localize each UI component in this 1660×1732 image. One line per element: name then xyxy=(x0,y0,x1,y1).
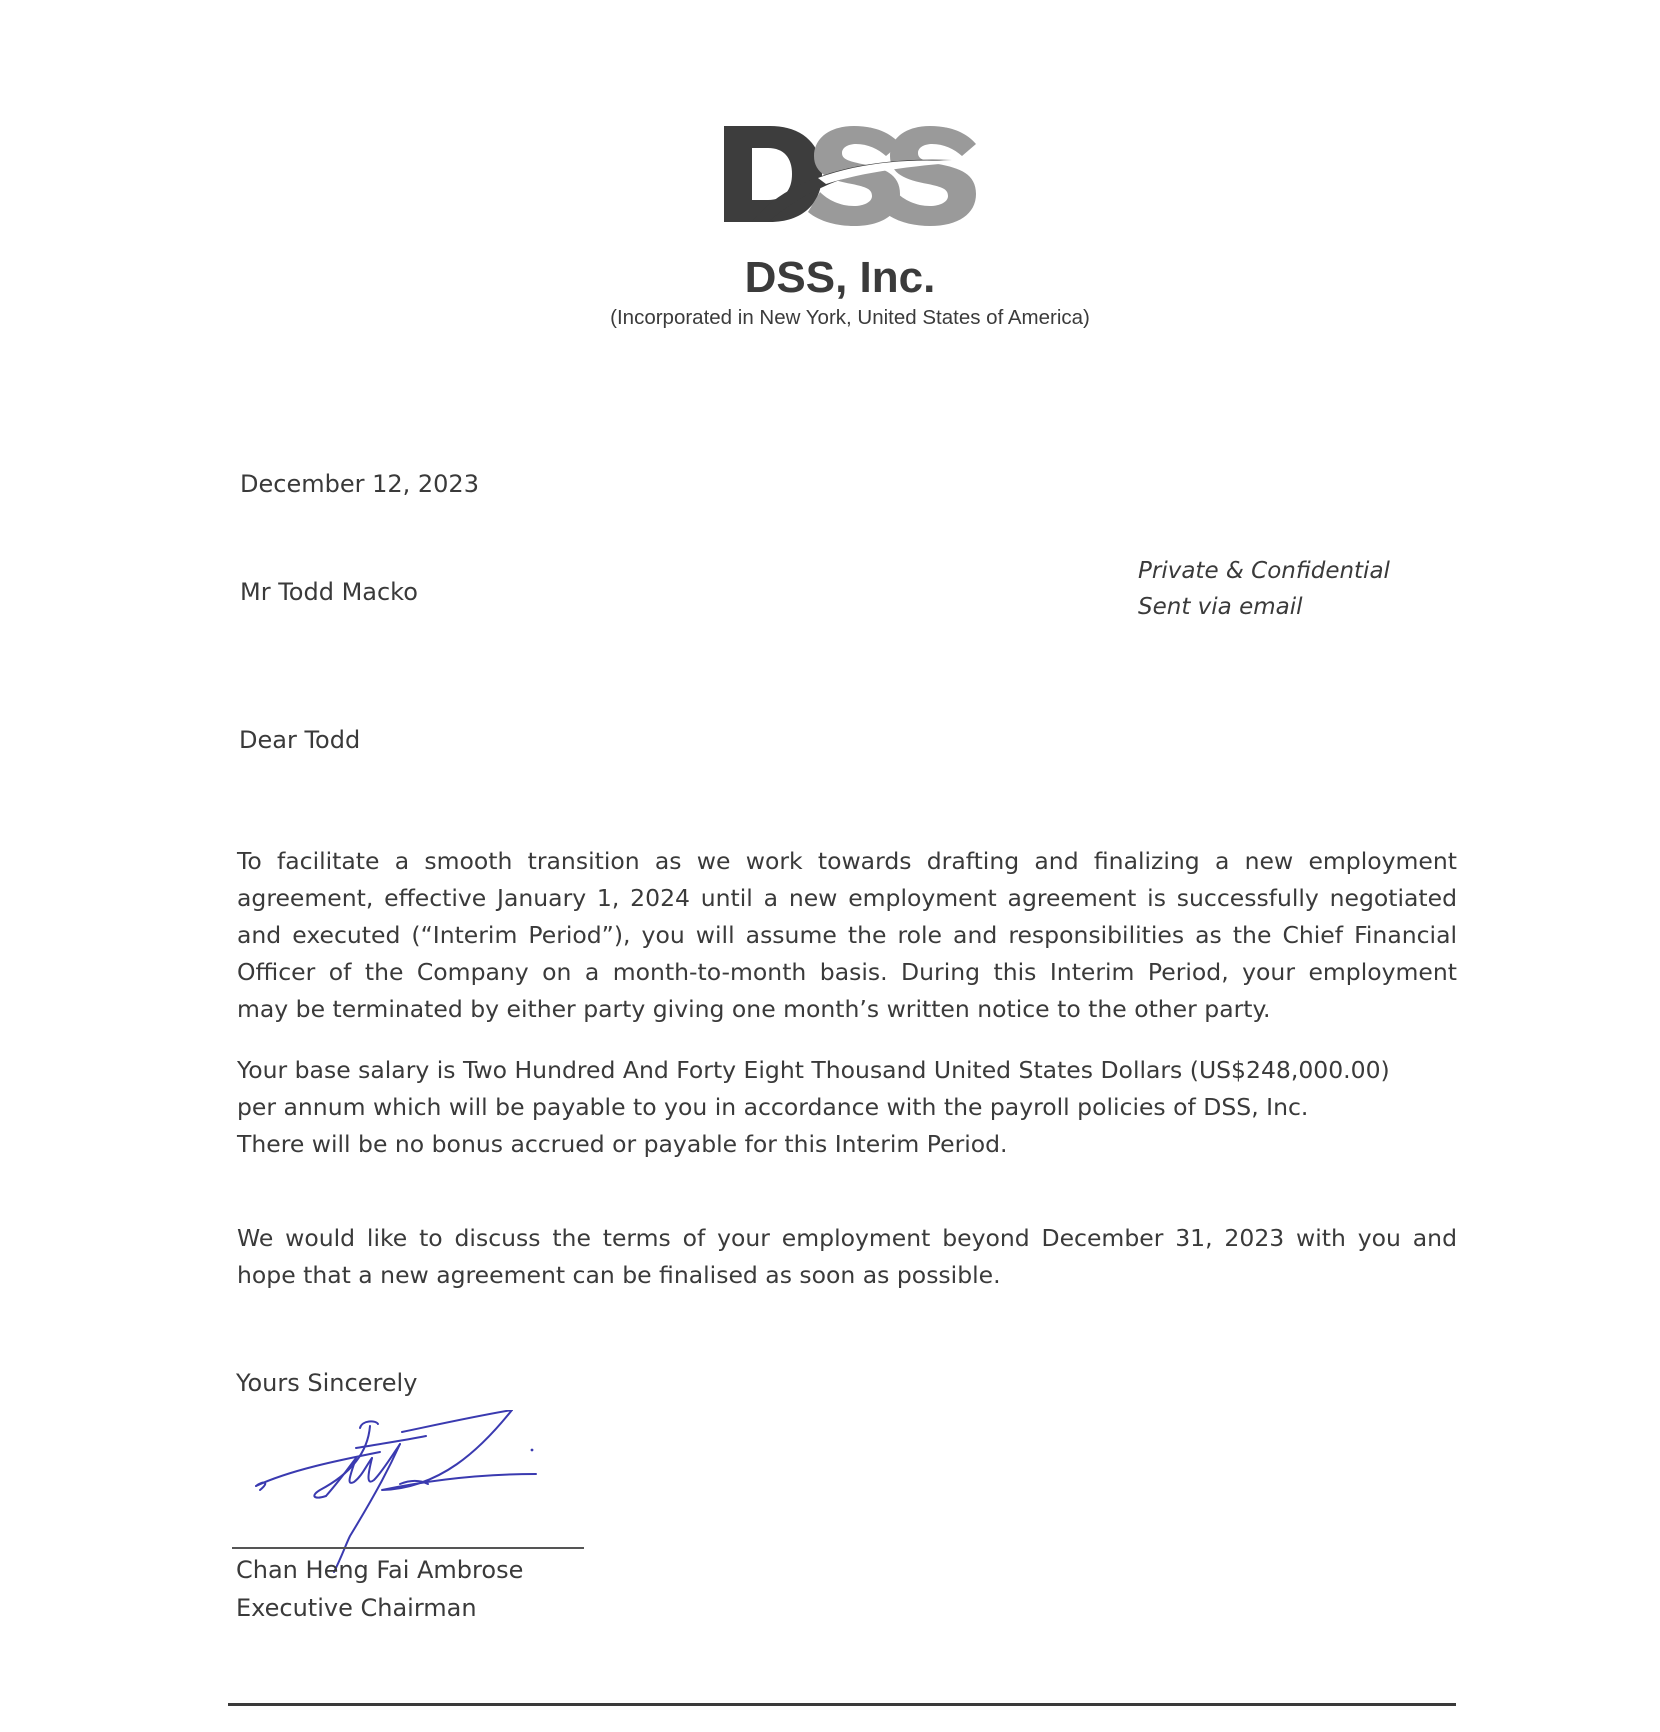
paragraph-line: and executed (“Interim Period”), you will assume the role and responsibilities as the Chief Financial xyxy=(237,921,1457,949)
salutation: Dear Todd xyxy=(239,726,361,754)
paragraph-line: Officer of the Company on a month-to-month basis. During this Interim Period, your employment xyxy=(237,958,1457,986)
paragraph-future-terms xyxy=(237,1220,1457,1294)
handwritten-signature xyxy=(250,1410,550,1580)
paragraph-line: per annum which will be payable to you in accordance with the payroll policies of DSS, Inc. xyxy=(237,1093,1309,1121)
paragraph-line: We would like to discuss the terms of your employment beyond December 31, 2023 with you and xyxy=(237,1224,1457,1252)
confidentiality-notice xyxy=(1138,553,1390,625)
paragraph-line: agreement, effective January 1, 2024 until a new employment agreement is successfully negotiated xyxy=(237,884,1457,912)
paragraph-interim-role xyxy=(237,843,1457,1028)
paragraph-line: There will be no bonus accrued or payable for this Interim Period. xyxy=(237,1130,1008,1158)
signatory-title: Executive Chairman xyxy=(236,1594,477,1622)
delivery-method: Sent via email xyxy=(1138,594,1303,620)
confidential-label: Private & Confidential xyxy=(1138,558,1390,584)
recipient-name: Mr Todd Macko xyxy=(240,578,418,606)
paragraph-line: may be terminated by either party giving one month’s written notice to the other party. xyxy=(237,995,1271,1023)
company-name: DSS, Inc. xyxy=(744,253,936,302)
paragraph-line: To facilitate a smooth transition as we work towards drafting and finalizing a new employment xyxy=(237,847,1457,875)
paragraph-line: hope that a new agreement can be finalised as soon as possible. xyxy=(237,1261,1001,1289)
incorporation-note: (Incorporated in New York, United States of America) xyxy=(610,306,1090,329)
footer-rule xyxy=(228,1703,1456,1706)
signature-line xyxy=(232,1547,584,1549)
letter-date: December 12, 2023 xyxy=(240,470,479,498)
paragraph-line: Your base salary is Two Hundred And Forty Eight Thousand United States Dollars (US$248,000.00) xyxy=(237,1056,1390,1084)
paragraph-salary xyxy=(237,1052,1457,1163)
dss-logo xyxy=(722,122,980,226)
closing: Yours Sincerely xyxy=(236,1369,418,1397)
signatory-name: Chan Heng Fai Ambrose xyxy=(236,1556,524,1584)
